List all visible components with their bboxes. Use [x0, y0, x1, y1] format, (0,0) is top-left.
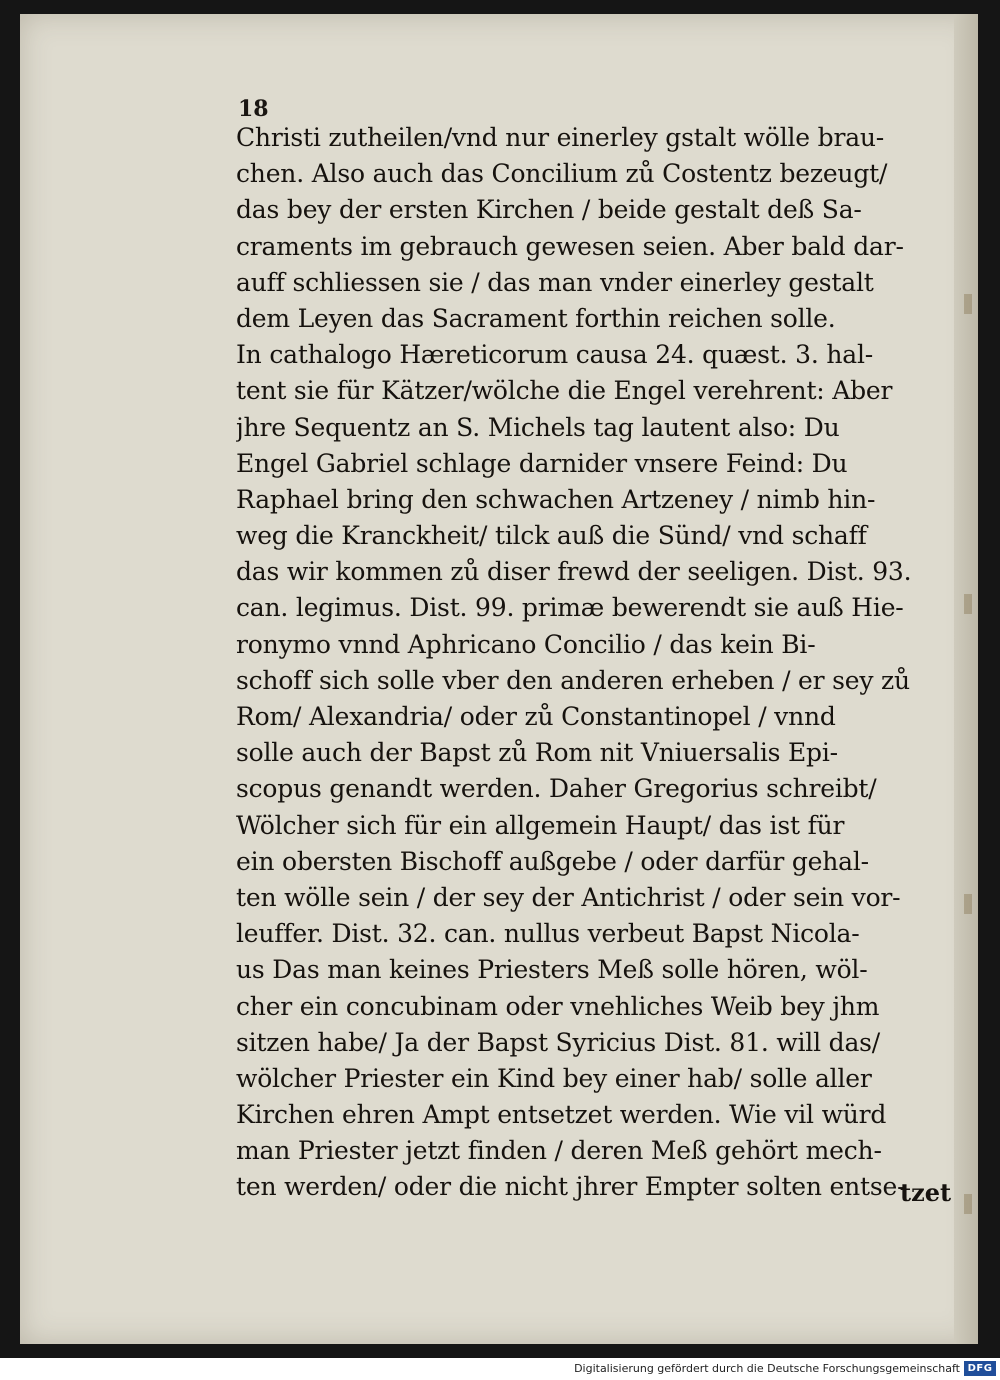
text-line: wölcher Priester ein Kind bey einer hab/ solle aller — [236, 1063, 872, 1093]
text-line: craments im gebrauch gewesen seien. Aber bald dar- — [236, 231, 904, 261]
text-block — [236, 120, 936, 1206]
text-line: Engel Gabriel schlage darnider vnsere Feind: Du — [236, 448, 848, 478]
text-line: solle auch der Bapst zů Rom nit Vniuersalis Epi- — [236, 738, 838, 768]
text-line: Christi zutheilen/vnd nur einerley gstalt wölle brau- — [236, 123, 885, 152]
text-line: ten wölle sein / der sey der Antichrist / oder sein vor- — [236, 882, 901, 912]
text-line: man Priester jetzt finden / deren Meß gehört mech- — [236, 1136, 882, 1166]
footer-bar — [0, 1358, 1000, 1380]
text-line: us Das man keines Priesters Meß solle hören, wöl- — [236, 955, 868, 985]
text-line: ten werden/ oder die nicht jhrer Empter solten entse- — [236, 1172, 906, 1202]
text-line: ronymo vnnd Aphricano Concilio / das kein Bi- — [236, 629, 816, 659]
text-line: can. legimus. Dist. 99. primæ bewerendt sie auß Hie- — [236, 593, 904, 623]
page-number: 18 — [238, 96, 269, 122]
text-line: scopus genandt werden. Daher Gregorius schreibt/ — [236, 774, 877, 804]
text-line: Raphael bring den schwachen Artzeney / nimb hin- — [236, 484, 876, 514]
text-line: Kirchen ehren Ampt entsetzet werden. Wie vil würd — [236, 1100, 887, 1130]
text-line: ein obersten Bischoff außgebe / oder darfür gehal- — [236, 846, 869, 876]
catchword: tzet — [900, 1178, 952, 1207]
text-line: schoff sich solle vber den anderen erheben / er sey zů — [236, 665, 910, 695]
text-line: dem Leyen das Sacrament forthin reichen solle. — [236, 303, 836, 333]
text-line: cher ein concubinam oder vnehliches Weib bey jhm — [236, 991, 880, 1021]
binding-marks — [964, 14, 972, 1344]
text-line: das wir kommen zů diser frewd der seeligen. Dist. 93. — [236, 557, 912, 587]
page-edge — [954, 14, 978, 1344]
text-line: tent sie für Kätzer/wölche die Engel verehrent: Aber — [236, 376, 893, 406]
text-line: das bey der ersten Kirchen / beide gestalt deß Sa- — [236, 195, 862, 225]
text-line: sitzen habe/ Ja der Bapst Syricius Dist. 81. will das/ — [236, 1027, 881, 1057]
text-line: auff schliessen sie / das man vnder einerley gestalt — [236, 267, 874, 297]
footer-credit: Digitalisierung gefördert durch die Deutsche Forschungsgemeinschaft — [574, 1362, 960, 1375]
text-line: jhre Sequentz an S. Michels tag lautent also: Du — [236, 412, 840, 442]
text-line: chen. Also auch das Concilium zů Costentz bezeugt/ — [236, 159, 888, 189]
text-line: leuffer. Dist. 32. can. nullus verbeut Bapst Nicola- — [236, 919, 860, 949]
text-line: Rom/ Alexandria/ oder zů Constantinopel / vnnd — [236, 702, 836, 731]
text-line: weg die Kranckheit/ tilck auß die Sünd/ vnd schaff — [236, 521, 867, 551]
dfg-logo: DFG — [964, 1361, 996, 1376]
text-line: Wölcher sich für ein allgemein Haupt/ das ist für — [236, 810, 845, 840]
text-line: In cathalogo Hæreticorum causa 24. quæst. 3. hal- — [236, 340, 873, 370]
